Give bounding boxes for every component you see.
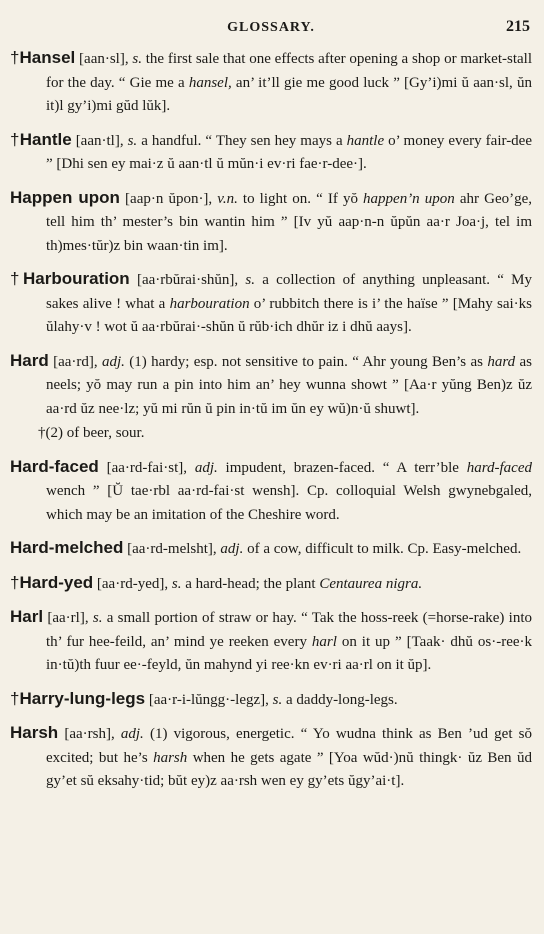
entry-list: [10, 46, 532, 794]
definition: to light on. “ If yŏ: [237, 190, 364, 207]
definition-cont: when he gets agate ” [Yoa wŭd·)nŭ thingk· ŭz Ben ŭd gy’et sŭ eksahy·tid; bŭt ey)z aa·rsh wen ey gy’ets ŭgy’ai·t].: [46, 749, 532, 789]
pronunciation: [aa·rd-fai·st],: [98, 459, 195, 476]
part-of-speech: adj.: [220, 541, 244, 557]
glossary-entry: [10, 571, 532, 597]
dagger-mark: †: [10, 48, 20, 67]
pronunciation: [aa·rd-yed],: [93, 575, 172, 592]
headword-text: Hansel: [19, 48, 76, 67]
entry-headword: [10, 689, 145, 708]
headword-text: Harry-lung-legs: [19, 688, 146, 708]
pronunciation: [aa·r-i-lŭngg·-legz],: [145, 691, 273, 708]
example-word: harbouration: [169, 295, 250, 312]
headword-text: Harsh: [10, 723, 59, 742]
headword-text: Hantle: [19, 129, 72, 149]
glossary-entry: [10, 349, 532, 422]
entry-headword: [10, 130, 72, 149]
glossary-entry: [10, 186, 532, 259]
part-of-speech: s.: [245, 272, 256, 288]
headword-text: Hard: [10, 350, 49, 370]
page-number: 215: [506, 18, 530, 35]
definition: a handful. “ They sen hey mays a: [137, 132, 347, 149]
dagger-mark: †: [10, 688, 20, 708]
example-word: happen’n upon: [363, 190, 455, 207]
glossary-entry: [10, 605, 532, 678]
part-of-speech: s.: [272, 691, 283, 708]
page-title: GLOSSARY.: [227, 20, 315, 35]
entry-headword: [10, 269, 130, 288]
pronunciation: [aan·tl],: [71, 132, 128, 149]
example-word: harl: [311, 633, 337, 650]
definition-cont: o’ rubbitch there is i’ the haïse ” [Mahy sai·ks ŭlahy·v ! wot ŭ aa·rbŭrai·-shŭn ŭ rŭb·ich dhŭr iz i dhŭ aays].: [46, 295, 532, 335]
entry-headword: [10, 48, 75, 67]
pronunciation: [aan·sl],: [75, 51, 133, 67]
example-word: hard-faced: [466, 459, 532, 476]
pronunciation: [aap·n ŭpon·],: [119, 190, 218, 207]
example-word: hard: [487, 353, 516, 370]
glossary-entry: [10, 128, 532, 177]
dagger-mark: †: [10, 269, 23, 288]
example-word: hansel,: [188, 74, 232, 91]
headword-text: Harbouration: [22, 269, 130, 288]
definition: of a cow, difficult to milk. Cp. Easy-melched.: [243, 541, 522, 557]
example-word: Centaurea nigra.: [319, 575, 423, 592]
definition: the first sale that one effects after opening a shop or market-stall for the day. “ Gie me a: [46, 51, 532, 91]
pronunciation: [aa·rd],: [48, 353, 102, 370]
definition: impudent, brazen-faced. “ A terr’ble: [217, 459, 467, 476]
headword-text: Harl: [10, 607, 44, 626]
running-head: [10, 20, 532, 46]
definition-cont: an’ it’ll gie me good luck ” [Gy’i)mi ŭ aan·sl, ŭn it)l gy’i)mi gŭd lŭk].: [46, 74, 532, 114]
part-of-speech: adj.: [120, 726, 144, 742]
pronunciation: [aa·rbŭrai·shŭn],: [129, 272, 246, 288]
entry-headword: [10, 607, 43, 626]
definition-cont: as neels; yŏ may run a pin into him an’ hey wunna showt ” [Aa·r yŭng Ben)z ŭz aa·rd ŭz nee·lz; yŭ mi rŭn ŭ pin in·tŭ im ŭn ey wŭ)n·ŭ shuwt].: [46, 353, 533, 417]
glossary-entry: [10, 721, 532, 794]
glossary-entry: [10, 46, 532, 119]
part-of-speech: adj.: [194, 459, 218, 476]
dagger-mark: †: [10, 129, 20, 149]
sub-sense: †(2) of beer, sour.: [38, 425, 145, 441]
part-of-speech: v.n.: [217, 190, 238, 207]
definition: (1) vigorous, energetic. “ Yo wudna think as Ben ’ud get sŏ excited; but he’s: [46, 726, 532, 766]
definition-cont: on it up ” [Taak· dhŭ os·-ree·k in·tŭ)th fuur ee·-feyld, ŭn mahynd yi ree·kn ev·ri aa·rl on it ŭp].: [46, 633, 533, 673]
entry-headword: [10, 573, 93, 592]
headword-text: Hard-melched: [10, 538, 124, 557]
dagger-mark: †: [10, 572, 20, 592]
entry-headword: [10, 723, 58, 742]
part-of-speech: s.: [127, 132, 138, 149]
definition: a collection of anything unpleasant. “ My sakes alive ! what a: [46, 272, 532, 312]
entry-headword: [10, 538, 123, 557]
glossary-entry: [10, 536, 532, 562]
part-of-speech: adj.: [102, 353, 125, 370]
headword-text: Happen upon: [10, 187, 120, 207]
part-of-speech: s.: [132, 51, 142, 67]
headword-text: Hard-faced: [10, 456, 99, 476]
glossary-entry: [10, 267, 532, 340]
pronunciation: [aa·rl],: [43, 610, 93, 626]
definition-cont: o’ money every fair-dee ” [Dhi sen ey mai·z ŭ aan·tl ŭ mŭn·i ev·ri fae·r-dee·].: [46, 132, 532, 172]
headword-text: Hard-yed: [19, 572, 94, 592]
entry-headword: [10, 457, 99, 476]
example-word: harsh: [153, 749, 188, 766]
pronunciation: [aa·rd-melsht],: [123, 541, 221, 557]
entry-headword: [10, 351, 49, 370]
glossary-entry: [10, 455, 532, 528]
definition-cont: ahr Geo’ge, tell him th’ mester’s bin wantin him ” [Iv yŭ aap·n-n ŭpŭn aa·r Joa·j, tel im th)mes·tŭr)z bin waan·tin im].: [46, 190, 533, 254]
definition: a daddy-long-legs.: [282, 691, 398, 708]
part-of-speech: s.: [171, 575, 182, 592]
pronunciation: [aa·rsh],: [58, 726, 121, 742]
definition: a hard-head; the plant: [181, 575, 320, 592]
glossary-entry: [10, 687, 532, 713]
part-of-speech: s.: [92, 610, 103, 626]
entry-headword: [10, 188, 120, 207]
definition: (1) hardy; esp. not sensitive to pain. “ Ahr young Ben’s as: [124, 353, 488, 370]
definition: a small portion of straw or hay. “ Tak the hoss-reek (=horse-rake) into th’ fur hee-feild, an’ mind ye reeken every: [46, 610, 533, 650]
example-word: hantle: [346, 132, 385, 149]
definition-cont: wench ” [Ŭ tae·rbl aa·rd-fai·st wensh]. Cp. colloquial Welsh gwynebgaled, which may be an imitation of the Cheshire word.: [46, 483, 532, 523]
